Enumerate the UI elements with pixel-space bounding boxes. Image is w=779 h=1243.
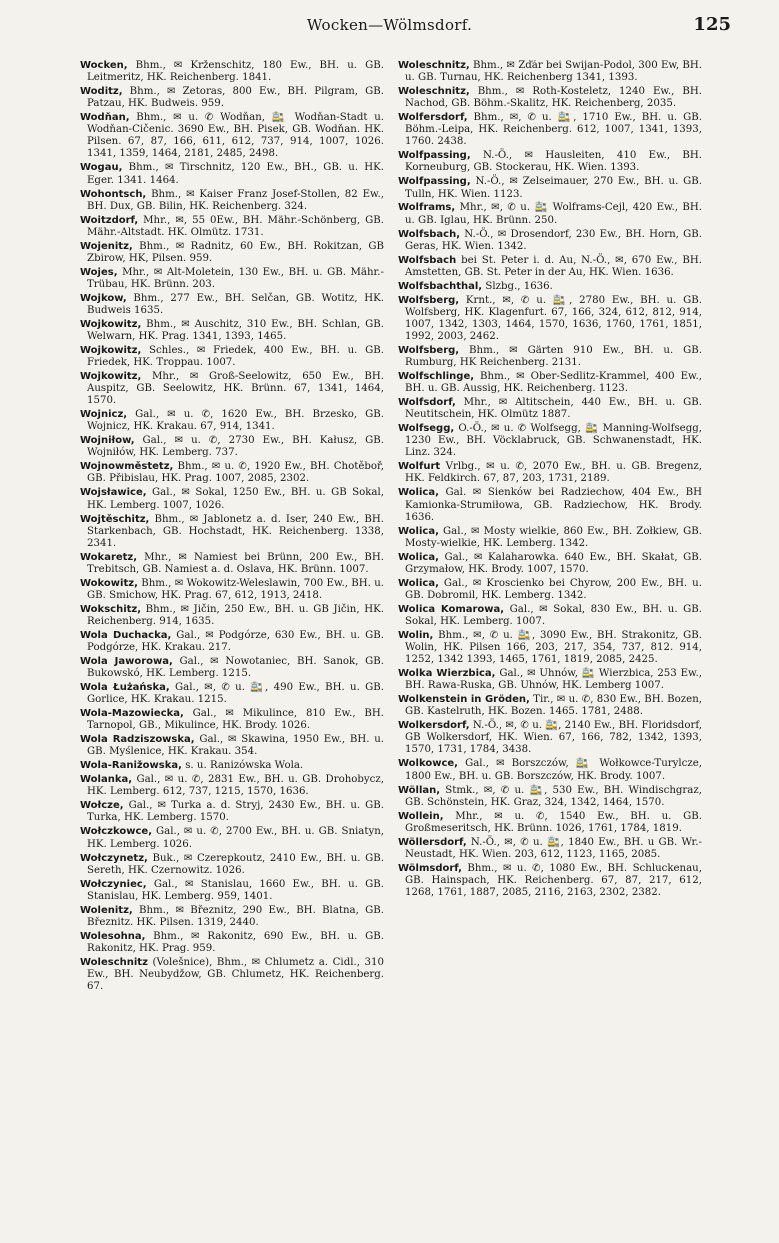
entry-headword: Wolfersdorf, (398, 112, 468, 124)
entry-text: Bhm., ✉ u. ✆ Wodňan, 🚉 Wodňan-Stadt u. Wodňan-Cičenic. 3690 Ew., BH. Pisek, GB. Wodňan. HK. Pilsen. 67, 87, 166, 611, 612, 737, 914, 1007, 1026. 1341, 1359, 1464, 2181, 2485, 2498. (87, 112, 384, 160)
entry-headword: Wolica, (398, 487, 439, 499)
gazetteer-entry (398, 630, 702, 666)
entry-headword: Wolfpassing, (398, 176, 471, 188)
gazetteer-entry (80, 578, 384, 602)
gazetteer-entry (80, 162, 384, 186)
entry-text: Bhm., ✉ Kaiser Franz Josef-Stollen, 82 Ew., BH. Dux, GB. Bilin, HK. Reichenberg. 324. (87, 188, 384, 212)
entry-text: Mhr., ✉ u. ✆, 1540 Ew., BH. u. GB. Großmeseritsch, HK. Brünn. 1026, 1761, 1784, 1819. (405, 810, 702, 834)
entry-text: Bhm., ✉ Žďár bei Swijan-Podol, 300 Ew, BH. u. GB. Turnau, HK. Reichenberg 1341, 1393. (405, 60, 702, 84)
entry-headword: Wollein, (398, 810, 444, 822)
entry-text: Krnt., ✉, ✆ u. 🚉, 2780 Ew., BH. u. GB. Wolfsberg, HK. Klagenfurt. 67, 166, 324, 612, 812, 914, 1007, 1342, 1303, 1464, 1570, 1636, 1760, 1761, 1851, 1992, 2003, 2462. (405, 294, 702, 342)
page-header (0, 14, 779, 42)
entry-text: Tir., ✉ u. ✆, 830 Ew., BH. Bozen, GB. Kastelruth, HK. Bozen. 1465. 1781, 2488. (405, 694, 702, 718)
entry-text: (Volešnice), Bhm., ✉ Chlumetz a. Cidl., 310 Ew., BH. Neubydžow, GB. Chlumetz, HK. Reichenberg. 67. (87, 956, 384, 993)
entry-text: Bhm., ✉ Březnitz, 290 Ew., BH. Blatna, GB. Březnitz. HK. Pilsen. 1319, 2440. (87, 904, 384, 928)
entry-text: Schles., ✉ Friedek, 400 Ew., BH. u. GB. Friedek, HK. Troppau. 1007. (87, 344, 384, 369)
entry-headword: Wola Jaworowa, (80, 656, 173, 668)
gazetteer-entry (398, 837, 702, 861)
gazetteer-entry (398, 295, 702, 343)
entry-headword: Woditz, (80, 86, 123, 98)
entry-headword: Wojtěschitz, (80, 513, 150, 525)
entry-text: Gal., ✉ Turka a. d. Stryj, 2430 Ew., BH. u. GB. Turka, HK. Lemberg. 1570. (87, 800, 384, 824)
entry-text: Bhm., ✉ u. ✆, 1080 Ew., BH. Schluckenau, GB. Hainspach, HK. Reichenberg. 67, 87, 217, 612, 1268, 1761, 1887, 2085, 2116, 2163, 2302, 2382. (405, 862, 702, 898)
gazetteer-entry (80, 905, 384, 929)
entry-text: Bhm., ✉, ✆ u. 🚉, 3090 Ew., BH. Strakonitz, GB. Wolin, HK. Pilsen 166, 203, 217, 354, 737, 812. 914, 1252, 1342 1393, 1465, 1761, 1819, 2085, 2425. (405, 629, 702, 666)
entry-headword: Wojniłow, (80, 435, 135, 447)
gazetteer-entry (80, 345, 384, 369)
gazetteer-entry (80, 241, 384, 265)
entry-headword: Wolka Wierzbica, (398, 668, 496, 680)
gazetteer-entry (398, 461, 702, 485)
entry-headword: Wolin, (398, 629, 434, 641)
entry-headword: Wojnicz, (80, 409, 128, 421)
gazetteer-entry (80, 800, 384, 824)
entry-text: Gal., ✉ Kalaharowka. 640 Ew., BH. Skałat, GB. Grzymałow, HK. Brody. 1007, 1570. (405, 551, 702, 575)
entry-text: Mhr., ✉, 55 0Ew., BH. Mähr.-Schönberg, GB. Mähr.-Altstadt. HK. Olmütz. 1731. (87, 214, 384, 238)
entry-headword: Wolfpassing, (398, 150, 471, 162)
entry-headword: Wolfsbach, (398, 228, 461, 240)
entry-text: Buk., ✉ Czerepkoutz, 2410 Ew., BH. u. GB. Sereth, HK. Czernowitz. 1026. (87, 852, 384, 876)
entry-headword: Wojkowitz, (80, 371, 142, 383)
entry-headword: Wola Łużańska, (80, 682, 170, 694)
gazetteer-entry (398, 202, 702, 226)
entry-headword: Woleschnitz, (398, 86, 470, 98)
running-title: Wocken—Wölmsdorf. (306, 16, 473, 34)
gazetteer-entry (80, 656, 384, 680)
gazetteer-entry (80, 293, 384, 317)
gazetteer-entry (80, 774, 384, 798)
gazetteer-entry (398, 423, 702, 459)
entry-text: Mhr., ✉ Alt-Moletein, 130 Ew., BH. u. GB. Mähr.-Trübau, HK. Brünn. 203. (87, 266, 384, 290)
gazetteer-entry (80, 435, 384, 459)
entry-headword: Wolanka, (80, 774, 133, 786)
entry-headword: Wolesohna, (80, 930, 146, 942)
gazetteer-entry (80, 267, 384, 291)
entry-headword: Wołczyniec, (80, 878, 147, 890)
entry-text: Gal., ✉ Mikulince, 810 Ew., BH. Tarnopol, GB., Mikulince, HK. Brody. 1026. (87, 708, 384, 732)
entry-text: Gal., ✉ Borszczów, 🚉 Wołkowce-Turylcze, 1800 Ew., BH. u. GB. Borszczów, HK. Brody. 1007. (405, 758, 702, 782)
entry-text: Stmk., ✉, ✆ u. 🚉, 530 Ew., BH. Windischgraz, GB. Schönstein, HK. Graz, 324, 1342, 1464, 1570. (405, 784, 702, 808)
gazetteer-entry (80, 552, 384, 576)
entry-headword: Wojnowměstetz, (80, 461, 174, 473)
entry-text: Gal., ✉ Sokal, 1250 Ew., BH. u. GB Sokal, HK. Lemberg. 1007, 1026. (87, 487, 384, 511)
entry-text: Bhm., ✉ u. ✆, 1920 Ew., BH. Chotěboř, GB. Přibislau, HK. Prag. 1007, 2085, 2302. (87, 461, 384, 485)
gazetteer-entry (398, 863, 702, 899)
entry-headword: Wolica Komarowa, (398, 603, 505, 615)
entry-headword: Wolfsbach (398, 254, 457, 266)
entry-headword: Wola Radziszowska, (80, 734, 195, 746)
gazetteer-entry (80, 630, 384, 654)
gazetteer-entry (80, 189, 384, 213)
entry-text: Gal., ✉ Sokal, 830 Ew., BH. u. GB. Sokal, HK. Lemberg. 1007. (405, 603, 702, 627)
gazetteer-entry (80, 112, 384, 160)
gazetteer-entry (80, 461, 384, 485)
gazetteer-entry (398, 758, 702, 782)
entry-text: N.-Ö., ✉, ✆ u. 🚉, 2140 Ew., BH. Floridsdorf, GB Wolkersdorf, HK. Wien. 67, 166, 782, 1342, 1393, 1570, 1731, 1784, 3438. (405, 720, 702, 756)
gazetteer-entry (398, 281, 702, 293)
gazetteer-entry (80, 319, 384, 343)
entry-text: N.-Ö., ✉ Hausleiten, 410 Ew., BH. Korneuburg, GB. Stockerau, HK. Wien. 1393. (405, 150, 702, 174)
entry-headword: Wokowitz, (80, 577, 138, 589)
entry-headword: Wojes, (80, 266, 118, 278)
entry-headword: Wolfsegg, (398, 423, 455, 435)
gazetteer-entry (398, 397, 702, 421)
gazetteer-entry (80, 879, 384, 903)
entry-headword: Wojkowitz, (80, 318, 142, 330)
entry-headword: Wolica, (398, 551, 439, 563)
entry-text: N.-Ö., ✉ Zelseimauer, 270 Ew., BH. u. GB. Tulln, HK. Wien. 1123. (405, 176, 702, 200)
entry-text: Gal., ✉ u. ✆, 1620 Ew., BH. Brzesko, GB. Wojnicz, HK. Krakau. 67, 914, 1341. (87, 409, 384, 433)
gazetteer-entry (398, 578, 702, 602)
entry-text: Gal., ✉ Kroscienko bei Chyrow, 200 Ew., BH. u. GB. Dobromil, HK. Lemberg. 1342. (405, 577, 702, 601)
entry-text: Gal., ✉ u. ✆, 2831 Ew., BH. u. GB. Drohobycz, HK. Lemberg. 612, 737, 1215, 1570, 1636. (87, 774, 384, 798)
gazetteer-entry (80, 682, 384, 706)
entry-headword: Woleschnitz, (398, 60, 470, 71)
entry-headword: Woleschnitz (80, 956, 148, 968)
gazetteer-entry (80, 215, 384, 239)
entry-headword: Wolkowce, (398, 758, 458, 770)
entry-text: Bhm., ✉ Jičin, 250 Ew., BH. u. GB Jičin, HK. Reichenberg. 914, 1635. (87, 603, 384, 627)
entry-text: Gal., ✉ u. ✆, 2700 Ew., BH. u. GB. Sniatyn, HK. Lemberg. 1026. (87, 826, 384, 850)
gazetteer-entry (398, 229, 702, 253)
entry-headword: Wolica, (398, 577, 439, 589)
entry-headword: Wodňan, (80, 112, 130, 124)
entry-headword: Wojsławice, (80, 487, 147, 499)
entry-headword: Wolfschlinge, (398, 371, 475, 383)
entry-headword: Wölmsdorf, (398, 862, 462, 874)
entry-text: Slzbg., 1636. (485, 280, 553, 292)
entry-text: Mhr., ✉ Altitschein, 440 Ew., BH. u. GB. Neutitschein, HK. Olmütz 1887. (405, 397, 702, 421)
gazetteer-entry (80, 371, 384, 407)
entry-text: bei St. Peter i. d. Au, N.-Ö., ✉, 670 Ew., BH. Amstetten, GB. St. Peter in der Au, HK. Wien. 1636. (405, 254, 702, 278)
entry-headword: Wogau, (80, 162, 123, 174)
gazetteer-entry (398, 526, 702, 550)
gazetteer-entry (80, 826, 384, 850)
entry-headword: Wola Duchacka, (80, 629, 172, 641)
gazetteer-entry (80, 853, 384, 877)
gazetteer-entry (398, 811, 702, 835)
gazetteer-entry (398, 720, 702, 756)
entry-text: Bhm., 277 Ew., BH. Selčan, GB. Wotitz, HK. Budweis 1635. (87, 292, 384, 316)
entry-headword: Wokaretz, (80, 551, 138, 563)
entry-text: Gal., ✉ Uhnów, 🚉 Wierzbica, 253 Ew., BH. Rawa-Ruska, GB. Uhnów, HK. Lemberg 1007. (405, 668, 702, 692)
entry-headword: Wolfurt (398, 461, 441, 473)
entry-text: Bhm., ✉ Roth-Kosteletz, 1240 Ew., BH. Nachod, GB. Böhm.-Skalitz, HK. Reichenberg, 2035. (405, 86, 702, 110)
entry-text: Gal. ✉ Sienków bei Radziechow, 404 Ew., BH Kamionka-Strumiłowa, GB. Radziechow, HK. Brody. 1636. (405, 487, 702, 523)
entry-text: Bhm., ✉ Gärten 910 Ew., BH. u. GB. Rumburg, HK Reichenberg. 2131. (405, 344, 702, 369)
entry-headword: Wołczynetz, (80, 852, 148, 864)
gazetteer-entry (398, 150, 702, 174)
entry-text: Bhm., ✉ Zetoras, 800 Ew., BH. Pilgram, GB. Patzau, HK. Budweis. 959. (87, 86, 384, 110)
entry-text: Gal., ✉, ✆ u. 🚉, 490 Ew., BH. u. GB. Gorlice, HK. Krakau. 1215. (87, 682, 384, 706)
entry-headword: Wöllersdorf, (398, 836, 467, 848)
gazetteer-entry (398, 552, 702, 576)
entry-text: Gal., ✉ Skawina, 1950 Ew., BH. u. GB. Myślenice, HK. Krakau. 354. (87, 734, 384, 758)
gazetteer-entry (398, 371, 702, 395)
entry-text: Vrlbg., ✉ u. ✆, 2070 Ew., BH. u. GB. Bregenz, HK. Feldkirch. 67, 87, 203, 1731, 2189. (405, 461, 702, 485)
entry-text: Bhm., ✉ Jablonetz a. d. Iser, 240 Ew., BH. Starkenbach, GB. Hochstadt, HK. Reichenberg. 1338, 2341. (87, 513, 384, 549)
gazetteer-entry (80, 604, 384, 628)
gazetteer-entry (80, 931, 384, 955)
entry-headword: Wolica, (398, 525, 439, 537)
page-number: 125 (693, 14, 731, 35)
gazetteer-entry (398, 668, 702, 692)
entry-text: Gal., ✉ Podgórze, 630 Ew., BH. u. GB. Podgórze, HK. Krakau. 217. (87, 629, 384, 654)
entry-text: N.-Ö., ✉ Drosendorf, 230 Ew., BH. Horn, GB. Geras, HK. Wien. 1342. (405, 228, 702, 252)
gazetteer-entry (398, 345, 702, 369)
entry-headword: Wolframs, (398, 202, 456, 214)
gazetteer-entry (80, 760, 384, 772)
left-column (80, 60, 384, 1220)
gazetteer-entry (398, 86, 702, 110)
entry-text: O.-Ö., ✉ u. ✆ Wolfsegg, 🚉 Manning-Wolfsegg, 1230 Ew., BH. Vöcklabruck, GB. Schwanenstadt, HK. Linz. 324. (405, 423, 702, 459)
gazetteer-entry (80, 487, 384, 511)
entry-text: Mhr., ✉ Groß-Seelowitz, 650 Ew., BH. Auspitz, GB. Seelowitz, HK. Brünn. 67, 1341, 1464, 1570. (87, 371, 384, 407)
entry-headword: Woitzdorf, (80, 214, 139, 226)
entry-text: N.-Ö., ✉, ✆ u. 🚉, 1840 Ew., BH. u GB. Wr.-Neustadt, HK. Wien. 203, 612, 1123, 1165, 2085. (405, 836, 702, 860)
gazetteer-entry (398, 176, 702, 200)
right-column (398, 60, 702, 1220)
entry-headword: Wolfsberg, (398, 344, 460, 356)
entry-headword: Wola-Ranižowska, (80, 760, 182, 772)
entry-headword: Wolkenstein in Gröden, (398, 694, 530, 706)
entry-headword: Wołcze, (80, 800, 124, 812)
gazetteer-entry (398, 255, 702, 279)
entry-text: Gal., ✉ Stanislau, 1660 Ew., BH. u. GB. Stanislau, HK. Lemberg. 959, 1401. (87, 878, 384, 902)
entry-text: Bhm., ✉, ✆ u. 🚉, 1710 Ew., BH. u. GB. Böhm.-Leipa, HK. Reichenberg. 612, 1007, 1341, 1393, 1760. 2438. (405, 112, 702, 148)
entry-headword: Wola-Mazowiecka, (80, 708, 184, 720)
entry-headword: Wokschitz, (80, 603, 142, 615)
entry-headword: Wolkersdorf, (398, 720, 470, 732)
entry-text: Bhm., ✉ Radnitz, 60 Ew., BH. Rokitzan, GB Zbirow, HK, Pilsen. 959. (87, 240, 384, 264)
entry-headword: Wojenitz, (80, 240, 133, 252)
entry-headword: Wolenitz, (80, 904, 133, 916)
entry-headword: Wolfsbachthal, (398, 280, 483, 292)
entry-text: Bhm., ✉ Tirschnitz, 120 Ew., BH., GB. u. HK. Eger. 1341. 1464. (87, 162, 384, 186)
gazetteer-entry (398, 694, 702, 718)
entry-text: Bhm., ✉ Krženschitz, 180 Ew., BH. u. GB. Leitmeritz, HK. Reichenberg. 1841. (87, 60, 384, 84)
gazetteer-entry (80, 957, 384, 993)
entry-headword: Wöllan, (398, 784, 441, 796)
entry-headword: Wołczkowce, (80, 826, 153, 838)
gazetteer-entry (80, 60, 384, 84)
entry-text: Bhm., ✉ Auschitz, 310 Ew., BH. Schlan, GB. Welwarn, HK. Prag. 1341, 1393, 1465. (87, 318, 384, 342)
entry-text: s. u. Ranizówska Wola. (185, 760, 304, 772)
entry-text: Gal., ✉ Mosty wielkie, 860 Ew., BH. Zołkiew, GB. Mosty-wielkie, HK. Lemberg. 1342. (405, 525, 702, 549)
entry-headword: Wolfsdorf, (398, 397, 456, 409)
gazetteer-entry (80, 86, 384, 110)
entry-headword: Wocken, (80, 60, 128, 71)
gazetteer-entry (398, 604, 702, 628)
entry-headword: Wolfsberg, (398, 294, 460, 306)
gazetteer-entry (398, 487, 702, 523)
gazetteer-entry (80, 734, 384, 758)
entry-text: Bhm., ✉ Wokowitz-Weleslawin, 700 Ew., BH. u. GB. Smichow, HK. Prag. 67, 612, 1913, 2418. (87, 577, 384, 601)
entry-text: Gal., ✉ Nowotaniec, BH. Sanok, GB. Bukowskó, HK. Lemberg. 1215. (87, 656, 384, 680)
entry-headword: Wojkowitz, (80, 344, 142, 356)
entry-text: Bhm., ✉ Rakonitz, 690 Ew., BH. u. GB. Rakonitz, HK. Prag. 959. (87, 930, 384, 954)
entry-headword: Wojkow, (80, 292, 127, 304)
gazetteer-entry (398, 112, 702, 148)
gazetteer-entry (80, 708, 384, 732)
entry-headword: Wohontsch, (80, 188, 147, 200)
gazetteer-entry (398, 60, 702, 84)
entry-text: Bhm., ✉ Ober-Sedlitz-Krammel, 400 Ew., BH. u. GB. Aussig, HK. Reichenberg. 1123. (405, 371, 702, 395)
entry-text: Gal., ✉ u. ✆, 2730 Ew., BH. Kałusz, GB. Wojniłów, HK. Lemberg. 737. (87, 435, 384, 459)
gazetteer-entry (398, 785, 702, 809)
entry-text: Mhr., ✉ Namiest bei Brünn, 200 Ew., BH. Trebitsch, GB. Namiest a. d. Oslava, HK. Brünn. 1007. (87, 551, 384, 575)
gazetteer-entry (80, 514, 384, 550)
gazetteer-entry (80, 409, 384, 433)
entry-text: Mhr., ✉, ✆ u. 🚉 Wolframs-Cejl, 420 Ew., BH. u. GB. Iglau, HK. Brünn. 250. (405, 202, 702, 226)
